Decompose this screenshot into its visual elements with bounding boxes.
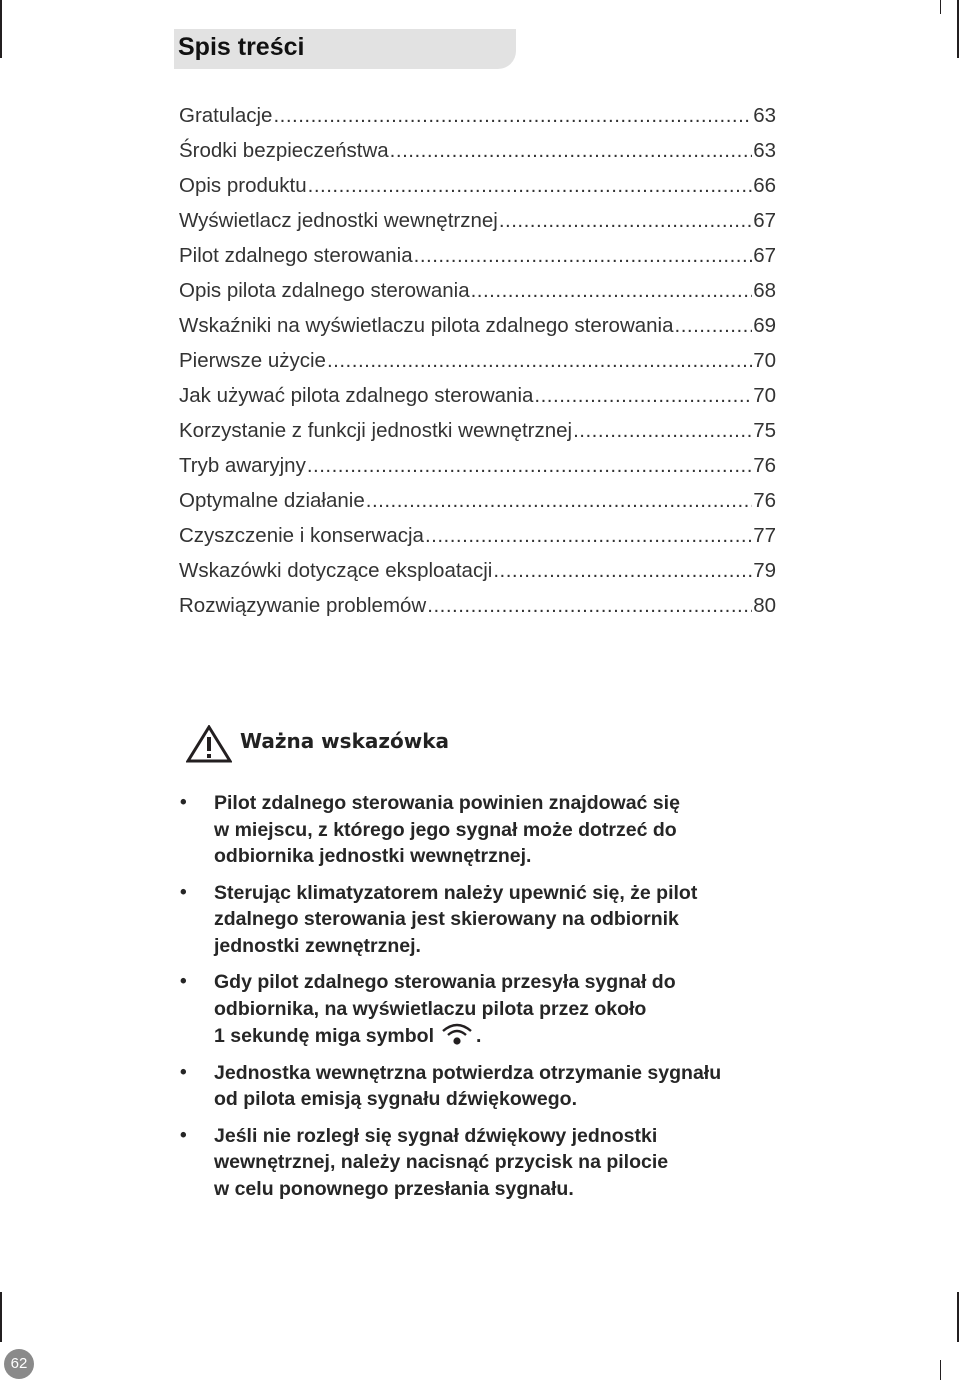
warning-triangle-icon — [186, 725, 232, 763]
notice-item — [180, 969, 800, 1050]
toc-dot-leader — [414, 244, 753, 268]
toc-dot-leader — [390, 139, 753, 163]
toc-entry-page: 67 — [753, 209, 776, 232]
notice-item — [180, 880, 800, 960]
toc-entry-page: 70 — [753, 349, 776, 372]
heading-bar — [174, 29, 516, 69]
toc-dot-leader — [471, 279, 753, 303]
notice-item — [180, 790, 800, 870]
toc-dot-leader — [327, 349, 752, 373]
toc-dot-leader — [366, 489, 752, 513]
toc-entry — [179, 174, 776, 209]
toc-entry-label: Optymalne działanie — [179, 489, 365, 512]
bullet-icon: • — [180, 792, 187, 813]
toc-entry-page: 67 — [753, 244, 776, 267]
notice-item-line: wewnętrznej, należy nacisnąć przycisk na pilocie — [214, 1151, 669, 1173]
notice-item-text: . — [476, 1025, 482, 1047]
crop-mark-bottom-right-short — [940, 1360, 941, 1380]
toc-entry — [179, 524, 776, 559]
toc-entry — [179, 244, 776, 279]
table-of-contents — [179, 104, 776, 629]
notice-item-text: 1 sekundę miga symbol — [214, 1025, 434, 1047]
toc-entry — [179, 454, 776, 489]
toc-dot-leader — [675, 314, 753, 338]
toc-dot-leader — [425, 524, 752, 548]
notice-item-line: zdalnego sterowania jest skierowany na odbiornik — [214, 908, 679, 930]
notice-item-line: Jednostka wewnętrzna potwierdza otrzymanie sygnału — [214, 1061, 722, 1084]
notice-item-line: Pilot zdalnego sterowania powinien znajdować się — [214, 792, 680, 814]
toc-entry — [179, 489, 776, 524]
bullet-icon: • — [180, 1124, 187, 1146]
toc-entry-label: Wskaźniki na wyświetlaczu pilota zdalnego sterowania — [179, 314, 674, 337]
toc-entry-page: 79 — [753, 559, 776, 582]
toc-dot-leader — [534, 384, 752, 408]
toc-entry-page: 69 — [753, 314, 776, 337]
notice-item — [180, 1060, 800, 1113]
toc-entry-label: Tryb awaryjny — [179, 454, 306, 477]
toc-entry — [179, 314, 776, 349]
toc-entry-label: Środki bezpieczeństwa — [179, 139, 389, 162]
toc-entry-label: Opis produktu — [179, 174, 307, 197]
page-title: Spis treści — [178, 33, 305, 61]
notice-item-line: odbiornika, na wyświetlaczu pilota przez około — [214, 997, 647, 1020]
bullet-icon: • — [180, 1061, 187, 1083]
toc-entry — [179, 104, 776, 139]
notice-header — [186, 725, 586, 765]
notice-item-line: od pilota emisją sygnału dźwiękowego. — [214, 1088, 577, 1110]
toc-dot-leader — [499, 209, 752, 233]
page-number: 62 — [4, 1349, 34, 1379]
toc-entry-page: 63 — [753, 139, 776, 162]
notice-item — [180, 1123, 800, 1203]
notice-list — [180, 790, 800, 1212]
toc-entry-page: 75 — [753, 419, 776, 442]
toc-entry-label: Korzystanie z funkcji jednostki wewnętrznej — [179, 419, 573, 442]
toc-dot-leader — [273, 104, 752, 128]
notice-item-line: w miejscu, z którego jego sygnał może dotrzeć do — [214, 818, 677, 841]
toc-entry — [179, 419, 776, 454]
toc-entry-label: Gratulacje — [179, 104, 273, 127]
toc-entry — [179, 139, 776, 174]
signal-transmit-icon — [440, 1022, 474, 1046]
notice-item-line: Jeśli nie rozległ się sygnał dźwiękowy jednostki — [214, 1124, 658, 1147]
toc-dot-leader — [308, 174, 753, 198]
notice-item-line — [214, 1022, 800, 1050]
toc-entry-page: 76 — [753, 489, 776, 512]
toc-entry-page: 77 — [753, 524, 776, 547]
bullet-icon: • — [180, 971, 187, 992]
toc-entry-label: Opis pilota zdalnego sterowania — [179, 279, 470, 302]
toc-entry-label: Jak używać pilota zdalnego sterowania — [179, 384, 534, 407]
toc-entry — [179, 209, 776, 244]
notice-item-line: odbiornika jednostki wewnętrznej. — [214, 845, 532, 867]
crop-mark-bottom-left — [0, 1292, 2, 1342]
toc-entry-page: 63 — [753, 104, 776, 127]
toc-entry-page: 68 — [753, 279, 776, 302]
toc-dot-leader — [493, 559, 752, 583]
notice-title: Ważna wskazówka — [240, 729, 450, 753]
toc-entry-page: 80 — [753, 594, 776, 617]
crop-mark-top-left — [0, 0, 2, 58]
notice-item-line: w celu ponownego przesłania sygnału. — [214, 1177, 574, 1200]
notice-item-line: Sterując klimatyzatorem należy upewnić się, że pilot — [214, 881, 698, 904]
notice-item-line: Gdy pilot zdalnego sterowania przesyła sygnał do — [214, 971, 676, 993]
crop-mark-bottom-right — [957, 1292, 959, 1342]
toc-entry — [179, 384, 776, 419]
toc-entry-label: Pierwsze użycie — [179, 349, 326, 372]
toc-entry — [179, 559, 776, 594]
toc-dot-leader — [307, 454, 752, 478]
toc-entry — [179, 349, 776, 384]
toc-entry-page: 70 — [753, 384, 776, 407]
toc-entry-page: 66 — [753, 174, 776, 197]
toc-dot-leader — [573, 419, 752, 443]
toc-entry-label: Pilot zdalnego sterowania — [179, 244, 413, 267]
crop-mark-top-right-edge — [957, 0, 959, 58]
toc-entry-label: Rozwiązywanie problemów — [179, 594, 427, 617]
toc-entry — [179, 594, 776, 629]
toc-entry — [179, 279, 776, 314]
bullet-icon: • — [180, 881, 187, 903]
crop-mark-top-right — [940, 0, 941, 14]
toc-entry-page: 76 — [753, 454, 776, 477]
toc-dot-leader — [427, 594, 752, 618]
notice-item-line: jednostki zewnętrznej. — [214, 934, 421, 957]
toc-entry-label: Wyświetlacz jednostki wewnętrznej — [179, 209, 498, 232]
toc-entry-label: Czyszczenie i konserwacja — [179, 524, 424, 547]
toc-entry-label: Wskazówki dotyczące eksploatacji — [179, 559, 493, 582]
